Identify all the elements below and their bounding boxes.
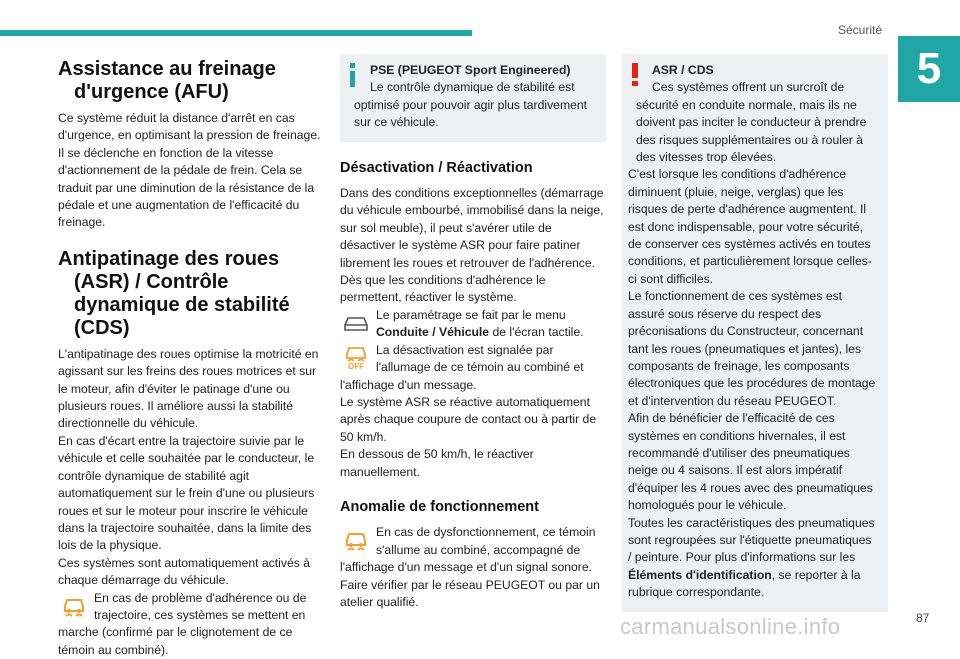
skid-warning-icon [58, 590, 90, 622]
column-2 [340, 54, 606, 611]
asr-title: Antipatinage des roues (ASR) / Contrôle dynamique de stabilité (CDS) [58, 247, 290, 339]
section-title: Sécurité [838, 23, 883, 37]
page-number: 87 [916, 611, 930, 625]
exclamation-icon [628, 63, 646, 92]
column-3 [622, 54, 888, 612]
off-label: OFF [348, 362, 364, 372]
reactivation-text: Le système ASR se réactive automatiquement après chaque coupure de contact ou à partir de 50 km/h. En dessous de 50 km/h, le réactiver manuellement. [340, 394, 597, 479]
malfunction-title: Anomalie de fonctionnement [340, 498, 539, 515]
skid-off-warning-icon [340, 342, 372, 374]
asr-cds-box-text [628, 166, 878, 601]
pse-box-title: PSE (PEUGEOT Sport Engineered) [370, 63, 571, 77]
column-1 [58, 54, 324, 659]
car-icon [340, 307, 372, 339]
asr-cds-box-title: ASR / CDS [652, 63, 714, 77]
asr-warning-row [58, 590, 324, 659]
asr-cds-box-intro: Ces systèmes offrent un surcroît de sécurité en conduite normale, mais ils ne doivent pas inciter le conducteur à prendre des risques supplémentaires ou à rouler à des vitesses trop élevées. [636, 80, 867, 165]
car-menu-row [340, 307, 606, 342]
deactivation-text: Dans des conditions exceptionnelles (démarrage du véhicule embourbé, immobilisé dans la neige, sur sol meuble), il peut s'avérer utile de désactiver le système ASR pour faire patiner librement les roues et retrouver de l'adhérence. Dès que les conditions d'adhérence le permettent, réactiver le système. [340, 186, 604, 305]
asr-warning-text: En cas de problème d'adhérence ou de trajectoire, ces systèmes se mettent en marche (confirmé par le clignotement de ce témoin au combiné). [58, 590, 307, 657]
pse-info-box [340, 54, 606, 142]
malfunction-text: En cas de dysfonctionnement, ce témoin s'allume au combiné, accompagné de l'affichage d'un message et d'un signal sonore. Faire vérifier par le réseau PEUGEOT ou par un atelier qualifié. [340, 525, 600, 609]
car-menu-text-pre: Le paramétrage se fait par le menu [376, 307, 566, 322]
header-accent-bar [0, 30, 472, 36]
chapter-number: 5 [898, 36, 960, 102]
info-icon [346, 63, 364, 92]
asr-cds-box-end: , se reporter à la rubrique correspondante. [628, 567, 861, 600]
watermark: carmanualsonline.info [620, 614, 841, 639]
pse-box-text: Le contrôle dynamique de stabilité est optimisé pour pouvoir agir plus tardivement sur ce véhicule. [354, 80, 588, 130]
asr-cds-warning-box [622, 54, 888, 612]
off-indicator-text: La désactivation est signalée par l'allumage de ce témoin au combiné et l'affichage d'un message. [340, 342, 584, 392]
off-indicator-row [340, 342, 606, 394]
car-menu-text-post: de l'écran tactile. [489, 325, 584, 340]
asr-text: L'antipatinage des roues optimise la motricité en agissant sur les freins des roues motrices et sur le moteur, afin d'éviter le patinage d'une ou plusieurs roues. Il améliore aussi la stabilité directionnelle du véhicule. En cas d'écart entre la trajectoire suivie par le véhicule et celle souhaitée par le conducteur, le contrôle dynamique de stabilité agit automatiquement sur le frein d'une ou plusieurs roues et sur le moteur pour inscrire le véhicule dans la trajectoire souhaitée, dans la limite des lois de la physique. Ces systèmes sont automatiquement activés à chaque démarrage du véhicule. [58, 346, 319, 588]
identification-link-text: Éléments d'identification [628, 567, 772, 582]
afu-title: Assistance au freinage d'urgence (AFU) [58, 58, 276, 103]
skid-malfunction-icon [340, 524, 372, 556]
deactivation-title: Désactivation / Réactivation [340, 159, 533, 176]
malfunction-row [340, 524, 606, 611]
asr-cds-box-body: C'est lorsque les conditions d'adhérence diminuent (pluie, neige, verglas) que les risques de perte d'adhérence augmentent. Il est donc indispensable, pour votre sécurité, de conserver ces systèmes activés en toutes conditions, et particulièrement lorsque celles-ci sont difficiles. Le fonctionnement de ces systèmes est assuré sous réserve du respect des préconisations du Constructeur, concernant tant les roues (pneumatiques et jantes), les composants de freinage, les composants électroniques que les procédures de montage et d'intervention du réseau PEUGEOT. Afin de bénéficier de l'efficacité de ces systèmes en conditions hivernales, il est recommandé d'utiliser des pneumatiques neige ou 4 saisons. Il est alors impératif d'équiper les 4 roues avec des pneumatiques homologués pour le véhicule. Toutes les caractéristiques des pneumatiques sont regroupées sur l'étiquette pneumatiques / peinture. Pour plus d'informations sur les [628, 167, 876, 565]
car-menu-text-bold: Conduite / Véhicule [376, 325, 490, 340]
afu-text: Ce système réduit la distance d'arrêt en cas d'urgence, en optimisant la pression de freinage. Il se déclenche en fonction de la vitesse d'actionnement de la pédale de frein. Cela se traduit par une diminution de la résistance de la pédale et une augmentation de l'efficacité du freinage. [58, 111, 321, 230]
